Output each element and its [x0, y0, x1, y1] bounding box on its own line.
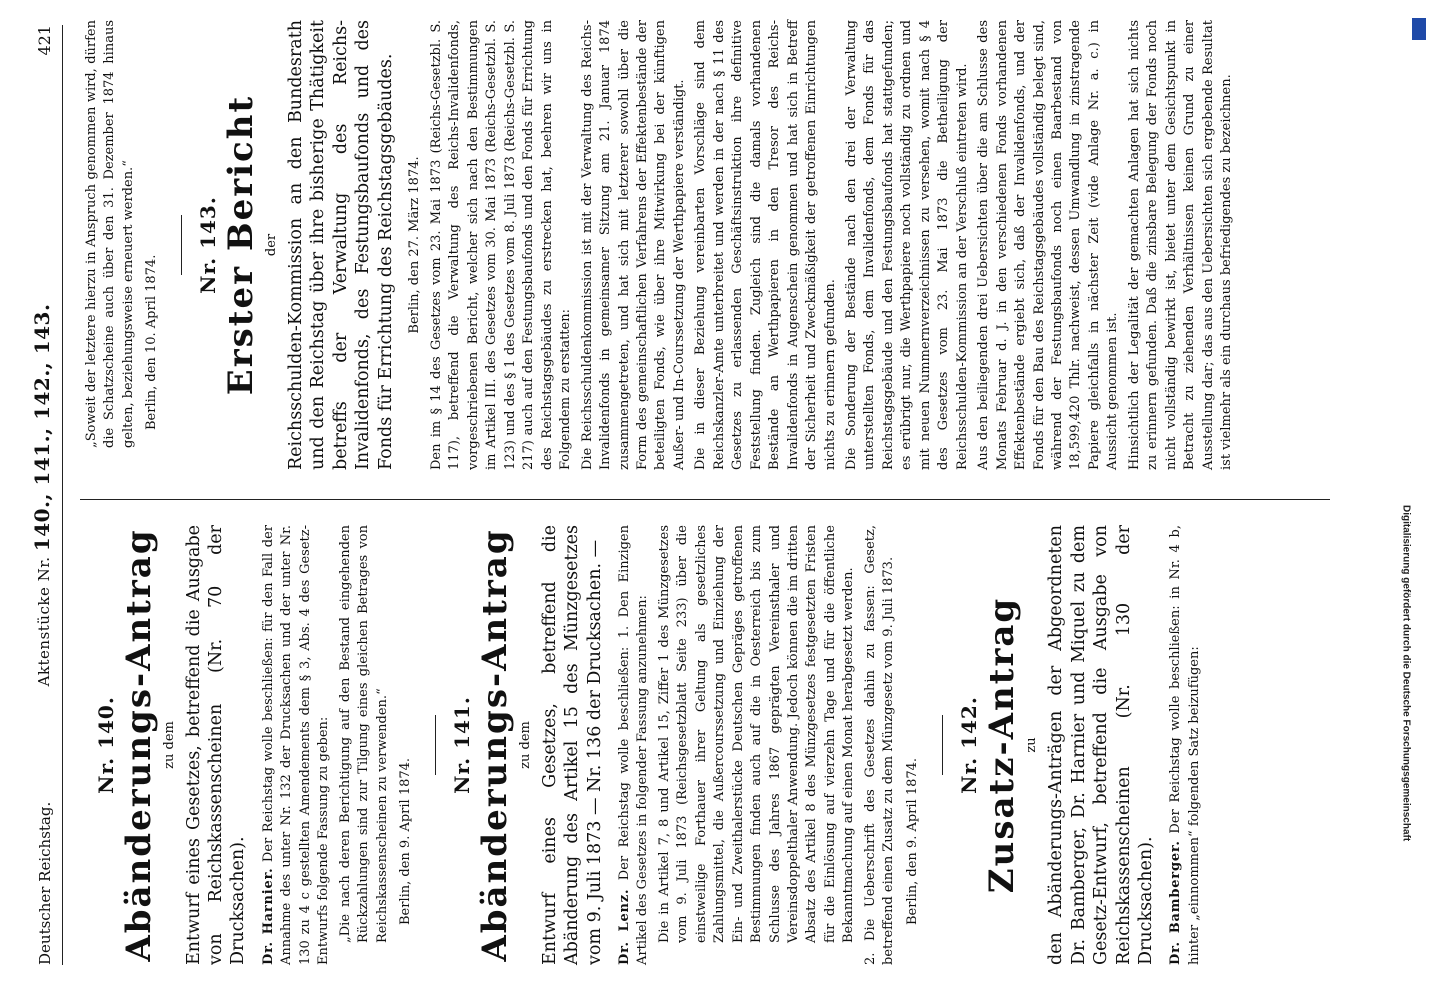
separator-rule [181, 215, 182, 275]
doc143-title: Erster Bericht [221, 94, 262, 396]
page-header [18, 25, 63, 965]
doc142-quote: „Soweit der letztere hierzu in Anspruch genommen wird, dürfen die Schatzscheine auch über den 31. Dezember 1874 hinaus gelten, beziehungsweise erneuert werden.“ [84, 20, 136, 448]
doc141-subject: Entwurf eines Gesetzes, betreffend die Abänderung des Artikel 15 des Münzgesetzes vom 9. Juli 1873 — Nr. 136 der Drucksachen. — [539, 525, 605, 965]
doc140-number: Nr. 140. [94, 696, 118, 794]
doc143-para2: Die Reichsschuldenkommission ist mit der Verwaltung des Reichs-Invalidenfonds in gemeinsamer Sitzung am 21. Januar 1874 zusammengetreten, und hat sich mit letzterer sowohl über die Form des gemeinschaftlichen Verfahrens der Effektenbestände der beteiligten Fonds, wie über ihre Mitwirkung bei der künftigen Außer- und In-Courssetzung der Werthpapiere verständigt. [579, 20, 687, 470]
separator-rule [942, 715, 943, 775]
doc141-title: Abänderungs-Antrag [475, 528, 516, 962]
doc141-zu: zu dem [517, 721, 533, 769]
right-column [80, 20, 1239, 470]
left-column [80, 525, 1207, 965]
doc143-date: Berlin, den 27. März 1874. [407, 156, 422, 334]
doc141-speaker: Dr. Lenz. [616, 888, 632, 965]
header-prefix: Aktenstücke Nr. [35, 556, 53, 687]
doc140-title: Abänderungs-Antrag [119, 528, 159, 962]
doc143-para6: Hinsichtlich der Legalität der gemachten Anlagen hat sich nichts zu erinnern gefunden. Daß die zinsbare Belegung der Fonds noch nicht vollständig bewirkt ist, bietet unter dem Gesichtspunkt in Betracht zu ziehenden Verhältnissen keinen Grund zu einer Ausstellung dar; das aus den Uebersichten sich ergebende Resultat ist vielmehr als ein durchaus befriedigendes zu bezeichnen. [1126, 20, 1235, 470]
header-center [30, 25, 54, 965]
doc143-para3: Die in dieser Beziehung vereinbarten Vorschläge sind dem Reichskanzler-Amte unterbreitet und werden in der nach § 11 des Gesetzes zu erlassenden Geschäftsinstruktion ihre definitive Feststellung finden. Zugleich sind die damals vorhandenen Bestände an Werthpapieren in den Tresor des Reichs-Invalidenfonds in Augenschein genommen und hat sich in Betreff der Sicherheit und Zweckmäßigkeit der getroffenen Einrichtungen nichts zu erinnern gefunden. [693, 20, 838, 470]
doc142-speaker: Dr. Bamberger. [1168, 840, 1184, 965]
doc141-motion-paragraph [616, 525, 653, 965]
doc140-subject: Entwurf eines Gesetzes, betreffend die Ausgabe von Reichskassenscheinen (Nr. 70 der Drucksachen). [183, 525, 249, 965]
page-number: 421 [35, 25, 54, 56]
doc141-date: Berlin, den 9. April 1874. [904, 757, 920, 925]
doc143-para4: Die Sonderung der Bestände nach den drei der Verwaltung unterstellten Fonds, dem Invalidenfonds, dem Fonds für das Reichstagsgebäude und den Festungsbaufonds hat stattgefunden; es erübrigt nur, die Werthpapiere noch vollständig zu ordnen und mit neuen Nummernverzeichnissen zu versehen, womit nach § 4 des Gesetzes vom 23. Mai 1873 die Betheiligung der Reichsschulden-Kommission an der Verschluß eintreten wird. [843, 20, 970, 470]
doc141-number: Nr. 141. [450, 696, 475, 794]
doc142-motion: Der Reichstag wolle beschließen: in Nr. 4 b, hinter „einnommen“ folgenden Satz beizufügen: [1168, 525, 1202, 965]
doc142-zu: zu [1024, 737, 1040, 753]
separator-rule [435, 715, 436, 775]
doc140-motion: Der Reichstag wolle beschließen: für den Fall der Annahme des unter Nr. 132 der Drucksachen und der unter Nr. 130 zu 4 c gestellten Amendements dem § 3, Abs. 4 des Gesetz-Entwurfs folgende Fassung zu geben: [260, 525, 332, 965]
doc143-para1: Den im § 14 des Gesetzes vom 23. Mai 1873 (Reichs-Gesetzbl. S. 117), betreffend die Verwaltung des Reichs-Invalidenfonds, vorgeschriebenen Bericht, welcher sich nach den Bestimmungen im Artikel III. des Gesetzes vom 30. Mai 1873 (Reichs-Gesetzbl. S. 123) und des § 1 des Gesetzes vom 8. Juli 1873 (Reichs-Gesetzbl. S. 217) auch auf den Festungsbaufonds und den Fonds für Errichtung des Reichstagsgebäudes zu erstrecken hat, beehren wir uns in Folgendem zu erstatten: [429, 20, 574, 470]
digitization-credit [1400, 35, 1424, 975]
doc140-date: Berlin, den 9. April 1874. [398, 757, 414, 925]
column-divider [80, 499, 1330, 500]
credit-text: Digitalisierung gefördert durch die Deutsche Forschungsgemeinschaft [1400, 505, 1412, 842]
doc142-date: Berlin, den 10. April 1874. [144, 254, 160, 430]
doc143-subject: Reichsschulden-Kommission an den Bundesrath und den Reichstag über ihre bisherige Thätigkeit betreffs der Verwaltung des Reichs-Invalidenfonds, des Festungsbaufonds und des Fonds für Errichtung des Reichstagsgebäudes. [286, 20, 396, 470]
doc140-speaker: Dr. Harnier. [260, 867, 276, 965]
doc143-para5: Aus den beiliegenden drei Uebersichten über die am Schlusse des Monats Februar d. J. in den verschiedenen Fonds vorhandenen Effektenbestände ergiebt sich, daß der Invalidenfonds, und der Fonds für den Bau des Reichstagsgebäudes vollständig belegt sind, während der Festungsbaufonds noch einen Baarbestand von 18,599,420 Thlr. nachweist, dessen Umwandlung in zinstragende Papiere gleichfalls in nächster Zeit (vide Anlage Nr. a. c.) in Aussicht genommen ist. [976, 20, 1121, 470]
doc141-item2: 2. Die Ueberschrift des Gesetzes dahin zu fassen: Gesetz, betreffend einen Zusatz zu dem Münzgesetz vom 9. Juli 1873. [862, 525, 897, 965]
header-left: Deutscher Reichstag. [36, 801, 54, 965]
doc140-motion-paragraph [260, 525, 334, 965]
doc143-der: der [264, 233, 280, 257]
doc141-motion: Der Reichstag wolle beschließen: 1. Den Einzigen Artikel des Gesetzes in folgender Fassung anzunehmen: [616, 524, 651, 965]
doc143-number: Nr. 143. [196, 196, 221, 294]
doc142-motion-paragraph [1167, 525, 1204, 965]
doc141-item1: Die in Artikel 7, 8 und Artikel 15, Ziffer 1 des Münzgesetzes vom 9. Juli 1873 (Reichsgesetzblatt Seite 233) über die einstweilige Forthauer ihrer Geltung als gesetzliches Zahlungsmittel, die Außercourssetzung und Einziehung der Ein- und Zweithalerstücke Deutschen Gepräges getroffenen Bestimmungen finden auch auf die in Oesterreich bis zum Schlusse des Jahres 1867 geprägten Vereinsthaler und Vereinsdoppelthaler Anwendung. Jedoch können die im dritten Absatz des Artikel 8 des Münzgesetzes festgesetzten Fristen für die Einlösung auf vierzehn Tage und für die öffentliche Bekanntmachung auf einen Monat herabgesetzt werden. [656, 525, 857, 943]
doc142-subject: den Abänderungs-Anträgen der Abgeordneten Dr. Bamberger, Dr. Harnier und Miquel zu dem Gesetz-Entwurf, betreffend die Ausgabe von Reichskassenscheinen (Nr. 130 der Drucksachen). [1046, 525, 1156, 965]
doc140-quote: „Die nach deren Berichtigung auf den Bestand eingehenden Rückzahlungen sind zur Tilgung eines gleichen Betrages von Reichskassenscheinen zu verwenden.“ [337, 525, 390, 943]
doc140-zu: zu dem [161, 721, 177, 769]
header-numbers: 140., 141., 142., 143. [30, 303, 54, 552]
doc142-title: Zusatz-Antrag [981, 596, 1022, 894]
doc142-number: Nr. 142. [956, 696, 981, 794]
